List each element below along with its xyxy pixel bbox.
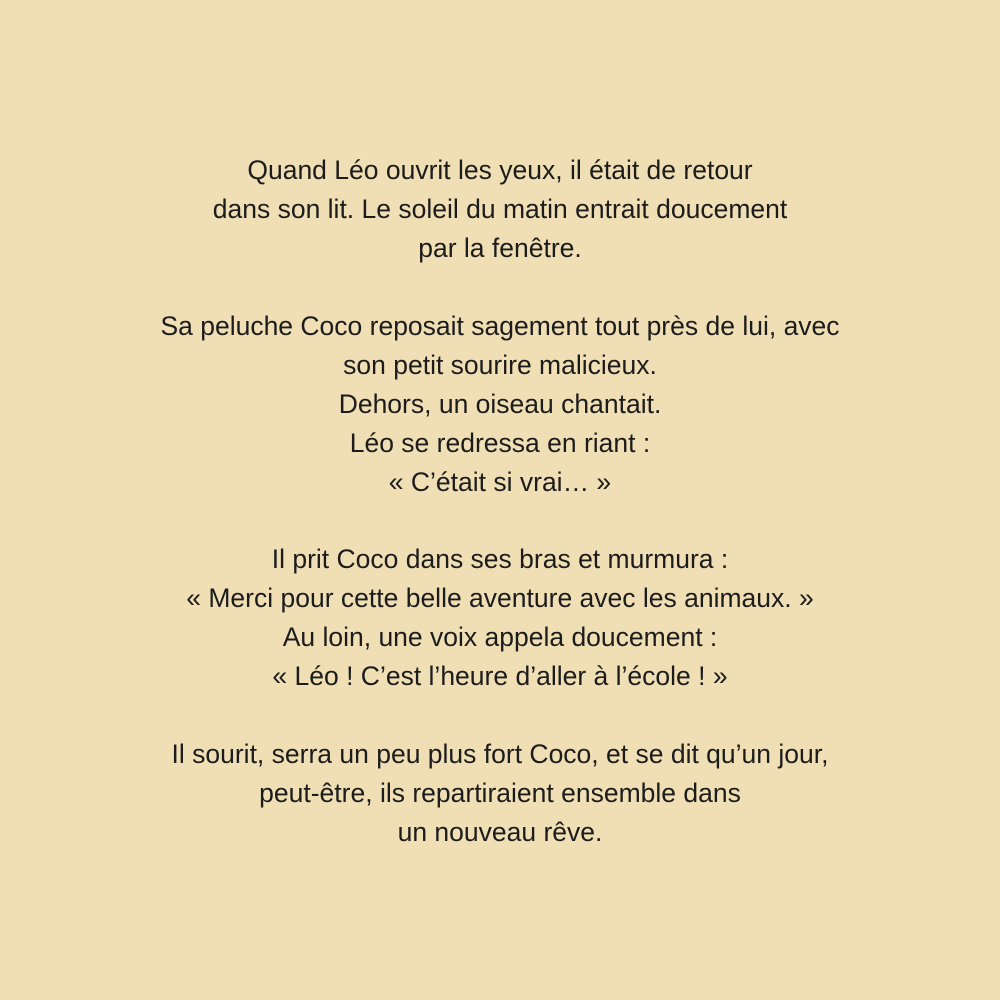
text-line: Au loin, une voix appela doucement : (282, 622, 718, 652)
text-line: Il sourit, serra un peu plus fort Coco, et se dit qu’un jour, (171, 739, 829, 769)
text-line: un nouveau rêve. (397, 817, 603, 847)
text-line: par la fenêtre. (418, 233, 582, 263)
text-line: « C’était si vrai… » (388, 467, 612, 497)
text-line: « Merci pour cette belle aventure avec les animaux. » (186, 583, 814, 613)
text-line: Léo se redressa en riant : (349, 428, 651, 458)
text-line: son petit sourire malicieux. (343, 350, 657, 380)
text-line: Sa peluche Coco reposait sagement tout près de lui, avec (160, 311, 840, 341)
text-line: Dehors, un oiseau chantait. (338, 389, 662, 419)
text-line: Il prit Coco dans ses bras et murmura : (271, 544, 729, 574)
text-line: « Léo ! C’est l’heure d’aller à l’école ! » (272, 661, 728, 691)
text-line: Quand Léo ouvrit les yeux, il était de retour (247, 155, 753, 185)
text-line: dans son lit. Le soleil du matin entrait doucement (212, 194, 788, 224)
text-line: peut-être, ils repartiraient ensemble dans (259, 778, 741, 808)
